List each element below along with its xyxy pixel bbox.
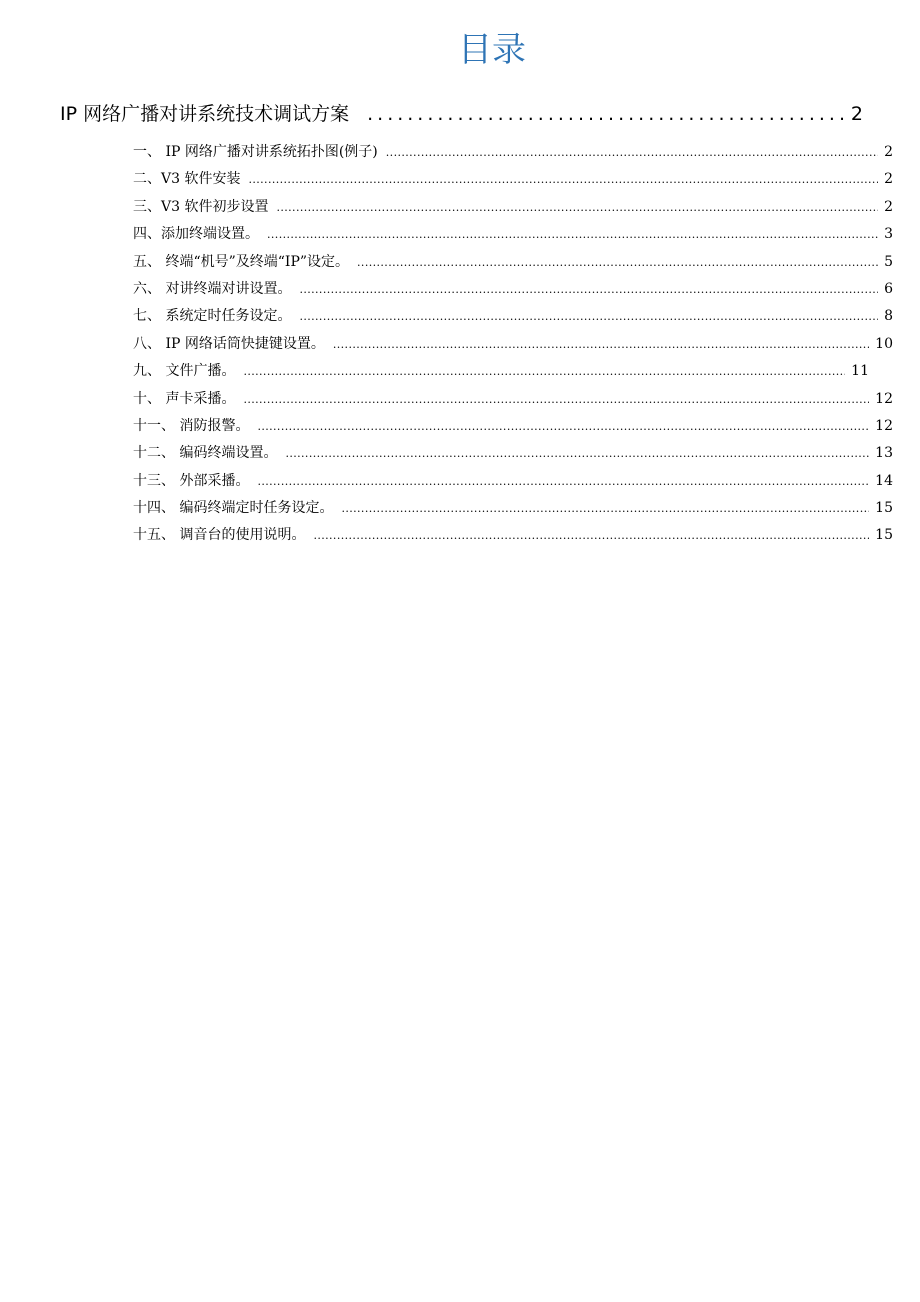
toc-leader-dots: [299, 307, 878, 327]
toc-leader-dots: [243, 362, 845, 382]
toc-entry-label: 十、 声卡采播。: [133, 390, 236, 407]
toc-entry-label: 十一、 消防报警。: [133, 417, 250, 434]
toc-main-entry-page: 2: [850, 103, 863, 125]
toc-leader-dots: [276, 198, 878, 218]
toc-entry-page: 11: [851, 363, 869, 380]
toc-leader-dots: [367, 101, 843, 127]
toc-leader-dots: [333, 335, 869, 355]
toc-entry-page: 3: [884, 226, 893, 243]
toc-entry-label: 十四、 编码终端定时任务设定。: [133, 500, 334, 517]
toc-entry[interactable]: [133, 525, 893, 552]
toc-entry[interactable]: [133, 306, 893, 333]
toc-leader-dots: [267, 225, 878, 245]
toc-entry[interactable]: [133, 252, 893, 279]
toc-entry-label: 四、添加终端设置。: [133, 226, 259, 243]
toc-entry[interactable]: [133, 471, 893, 498]
toc-entry-label: 八、 IP 网络话筒快捷键设置。: [133, 335, 325, 352]
toc-main-entry-label: IP 网络广播对讲系统技术调试方案: [60, 103, 350, 125]
toc-entry[interactable]: [133, 334, 893, 361]
toc-leader-dots: [257, 472, 869, 492]
toc-entry-page: 12: [875, 417, 893, 434]
toc-entry-label: 五、 终端“机号”及终端“IP”设定。: [133, 253, 350, 270]
toc-entry-page: 13: [875, 445, 893, 462]
toc-leader-dots: [313, 526, 869, 546]
toc-entry-label: 一、 IP 网络广播对讲系统拓扑图(例子): [133, 144, 378, 160]
toc-main-entry[interactable]: [60, 101, 863, 127]
toc-entry-label: 三、V3 软件初步设置: [133, 198, 269, 215]
toc-entry[interactable]: [133, 498, 893, 525]
toc-leader-dots: [248, 170, 878, 190]
toc-entry-page: 2: [884, 198, 893, 215]
toc-entry[interactable]: [133, 169, 893, 196]
toc-entry-label: 九、 文件广播。: [133, 363, 236, 380]
toc-entry-page: 8: [884, 308, 893, 325]
toc-leader-dots: [386, 143, 878, 163]
toc-entry-page: 5: [884, 253, 893, 270]
toc-entry-label: 七、 系统定时任务设定。: [133, 308, 292, 325]
toc-entry-page: 6: [884, 280, 893, 297]
toc-entry[interactable]: [133, 443, 893, 470]
toc-leader-dots: [299, 280, 878, 300]
toc-entry-page: 10: [875, 335, 893, 352]
toc-entry-page: 15: [875, 500, 893, 517]
toc-entry-label: 二、V3 软件安装: [133, 171, 241, 188]
toc-entry-page: 15: [875, 527, 893, 544]
toc-entry[interactable]: [133, 224, 893, 251]
toc-entry-label: 十二、 编码终端设置。: [133, 445, 278, 462]
toc-entry-label: 六、 对讲终端对讲设置。: [133, 280, 292, 297]
toc-entry-label: 十三、 外部采播。: [133, 472, 250, 489]
toc-list: [133, 142, 893, 553]
toc-entry[interactable]: [133, 389, 893, 416]
toc-entry-page: 2: [884, 171, 893, 188]
toc-leader-dots: [285, 444, 869, 464]
toc-entry[interactable]: [133, 197, 893, 224]
toc-entry-label: 十五、 调音台的使用说明。: [133, 527, 306, 544]
toc-title: 目录: [458, 30, 526, 70]
toc-leader-dots: [243, 390, 869, 410]
toc-leader-dots: [341, 499, 869, 519]
toc-entry-page: 12: [875, 390, 893, 407]
toc-entry[interactable]: [133, 142, 893, 169]
toc-entry[interactable]: [133, 416, 893, 443]
toc-leader-dots: [357, 253, 878, 273]
toc-leader-dots: [257, 417, 869, 437]
toc-entry-page: 14: [875, 472, 893, 489]
toc-entry[interactable]: [133, 279, 893, 306]
toc-entry[interactable]: [133, 361, 893, 388]
toc-entry-page: 2: [884, 144, 893, 160]
